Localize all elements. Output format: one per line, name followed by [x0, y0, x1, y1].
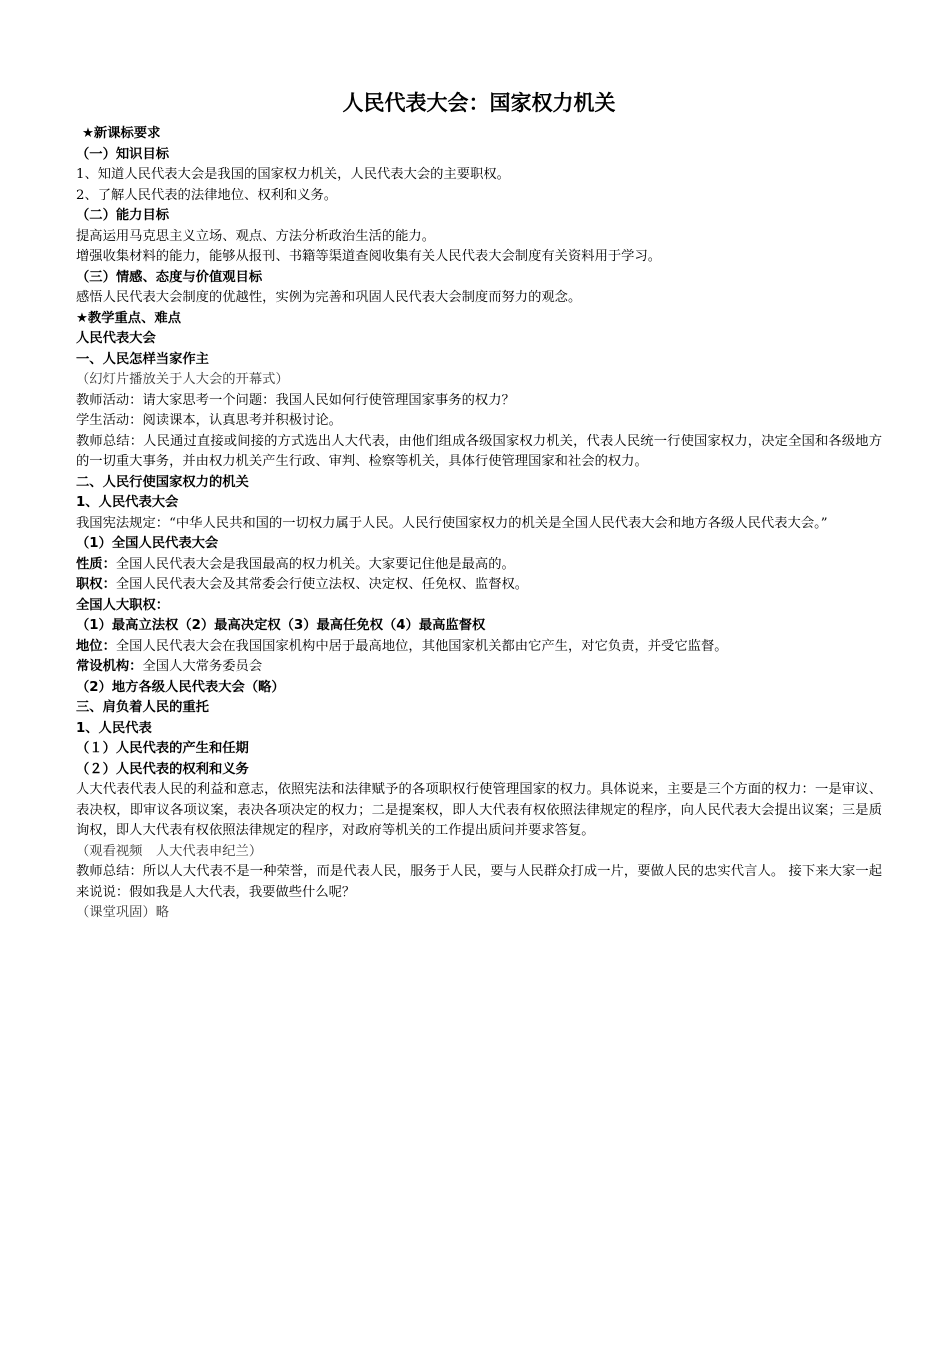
rights-duties-heading: （２）人民代表的权利和义务	[76, 761, 249, 777]
teacher-summary-1: 教师总结：人民通过直接或间接的方式选出人大代表，由他们组成各级国家权力机关，代表人民统一行使国家权力，决定全国和各级地方的一切重大事务，并由权力机关产生行政、审判、检察等机关，具体行使管理国家和社会的权力。	[76, 433, 882, 469]
constitution-quote: 我国宪法规定：“中华人民共和国的一切权力属于人民。人民行使国家权力的机关是全国人民代表大会和地方各级人民代表大会。”	[76, 515, 828, 531]
npc-powers-list: （1）最高立法权（2）最高决定权（3）最高任免权（4）最高监督权	[76, 618, 486, 633]
page-title: 人民代表大会：国家权力机关	[342, 91, 616, 115]
nature-text: 全国人民代表大会是我国最高的权力机关。大家要记住他是最高的。	[115, 556, 515, 572]
national-npc-heading: （1）全国人民代表大会	[76, 536, 219, 551]
local-npc-heading: （2）地方各级人民代表大会（略）	[76, 679, 285, 695]
election-term-heading: （１）人民代表的产生和任期	[76, 741, 249, 756]
section-heading-key-points: ★教学重点、难点	[76, 310, 181, 326]
npc-powers-heading: 全国人大职权：	[76, 597, 170, 613]
teacher-summary-2: 教师总结：所以人大代表不是一种荣誉，而是代表人民，服务于人民，要与人民群众打成一片，要做人民的忠实代言人。 接下来大家一起来说说：假如我是人大代表，我要做些什么呢？	[76, 864, 882, 900]
consolidation-note: （课堂巩固）略	[76, 905, 170, 920]
powers-label: 职权：	[76, 577, 116, 592]
status-text: 全国人民代表大会在我国国家机构中居于最高地位，其他国家机关都由它产生，对它负责，并受它监督。	[115, 638, 728, 654]
subheading-knowledge-goals: （一）知识目标	[76, 146, 170, 162]
nature-label: 性质：	[76, 556, 116, 572]
status-line	[76, 637, 882, 658]
ability-goal-1: 提高运用马克思主义立场、观点、方法分析政治生活的能力。	[76, 228, 436, 244]
teacher-activity: 教师活动：请大家思考一个问题：我国人民如何行使管理国家事务的权力？	[76, 392, 515, 408]
standing-body-line	[76, 657, 882, 678]
subsection-npc: 1、人民代表大会	[76, 495, 179, 510]
powers-text: 全国人民代表大会及其常委会行使立法权、决定权、任免权、监督权。	[115, 577, 529, 592]
nature-line	[76, 555, 882, 576]
representatives-heading: 1、人民代表	[76, 720, 152, 736]
part-three-heading: 三、肩负着人民的重托	[76, 700, 209, 715]
student-activity: 学生活动：阅读课本，认真思考并积极讨论。	[76, 413, 342, 428]
values-goal: 感悟人民代表大会制度的优越性，实例为完善和巩固人民代表大会制度而努力的观念。	[76, 290, 582, 305]
status-label: 地位：	[76, 638, 116, 654]
standing-body-text: 全国人大常务委员会	[142, 659, 263, 674]
goal-item-1: 1、知道人民代表大会是我国的国家权力机关，人民代表大会的主要职权。	[76, 167, 510, 182]
ability-goal-2: 增强收集材料的能力，能够从报刊、书籍等渠道查阅收集有关人民代表大会制度有关资料用于学习。	[76, 249, 662, 264]
standing-body-label: 常设机构：	[76, 659, 143, 674]
video-note: （观看视频 人大代表申纪兰）	[76, 843, 263, 859]
subheading-values-goals: （三）情感、态度与价值观目标	[76, 269, 263, 285]
subheading-ability-goals: （二）能力目标	[76, 208, 170, 223]
topic-heading: 人民代表大会	[76, 331, 156, 346]
document-page	[76, 88, 882, 924]
rights-paragraph: 人大代表代表人民的利益和意志，依照宪法和法律赋予的各项职权行使管理国家的权力。具体说来，主要是三个方面的权力：一是审议、表决权，即审议各项议案，表决各项决定的权力；二是提案权，即人大代表有权依照法律规定的程序，向人民代表大会提出议案；三是质询权，即人大代表有权依照法律规定的程序，对政府等机关的工作提出质问并要求答复。	[76, 782, 882, 838]
section-heading-standards: ★新课标要求	[82, 126, 161, 141]
slide-note: （幻灯片播放关于人大会的开幕式）	[76, 372, 289, 387]
part-two-heading: 二、人民行使国家权力的机关	[76, 474, 249, 490]
goal-item-2: 2、了解人民代表的法律地位、权利和义务。	[76, 187, 338, 203]
powers-line	[76, 575, 882, 596]
part-one-heading: 一、人民怎样当家作主	[76, 351, 209, 367]
